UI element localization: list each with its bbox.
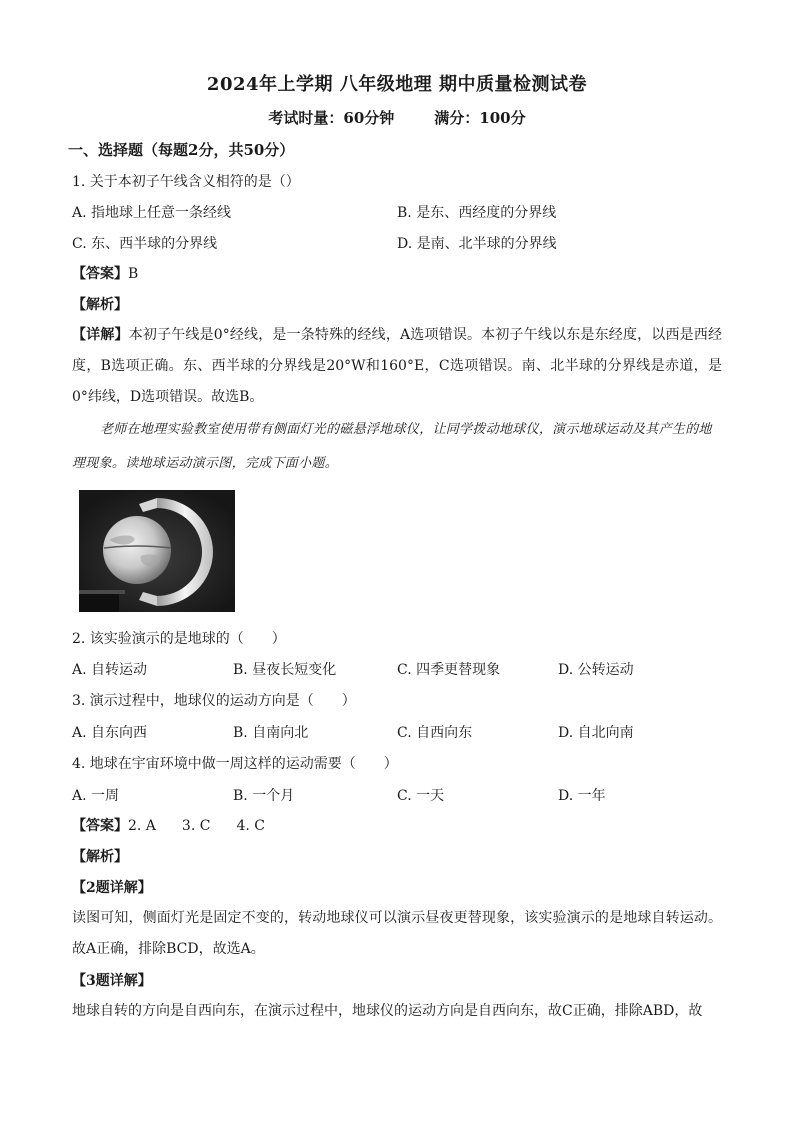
q4-stem: 4. 地球在宇宙环境中做一周这样的运动需要（ ） — [72, 756, 398, 772]
globe-demo-photo — [79, 490, 235, 612]
q4-option-a: A. 一周 — [72, 788, 120, 804]
q2-detail: 读图可知，侧面灯光是固定不变的，转动地球仪可以演示昼夜更替现象，该实验演示的是地球自转运动。故A正确，排除BCD，故选A。 — [72, 910, 722, 957]
group-intro: 老师在地理实验教室使用带有侧面灯光的磁悬浮地球仪，让同学拨动地球仪，演示地球运动及其产生的地理现象。读地球运动演示图，完成下面小题。 — [72, 422, 712, 471]
q1-option-d: D. 是南、北半球的分界线 — [397, 236, 557, 252]
q2-stem: 2. 该实验演示的是地球的（ ） — [72, 631, 286, 647]
answer-q2: 2. A — [128, 818, 156, 834]
answer-label: 【答案】 — [72, 266, 128, 282]
q4-option-b: B. 一个月 — [233, 788, 295, 804]
answer-value: B — [128, 266, 139, 282]
q4-option-c: C. 一天 — [397, 788, 445, 804]
detail-label: 【详解】 — [72, 327, 129, 343]
q3-detail: 地球自转的方向是自西向东，在演示过程中，地球仪的运动方向是自西向东，故C正确，排除ABD，故 — [72, 1003, 703, 1019]
q2-option-b: B. 昼夜长短变化 — [233, 662, 337, 678]
globe-illustration — [79, 490, 235, 612]
q1-answer — [72, 264, 138, 284]
q1-option-a: A. 指地球上任意一条经线 — [72, 205, 232, 221]
q1-option-c: C. 东、西半球的分界线 — [72, 236, 218, 252]
q2-detail-label: 【2题详解】 — [72, 880, 152, 896]
q3-option-a: A. 自东向西 — [72, 725, 148, 741]
exam-score: 满分：100分 — [434, 109, 526, 127]
detail-text: 本初子午线是0°经线，是一条特殊的经线，A选项错误。本初子午线以东是东经度，以西是西经度，B选项正确。东、西半球的分界线是20°W和160°E，C选项错误。南、北半球的分界线是赤道，是0°纬线，D选项错误。故选B。 — [72, 327, 723, 405]
q2-option-d: D. 公转运动 — [558, 662, 634, 678]
q1-stem: 1. 关于本初子午线含义相符的是（） — [72, 174, 300, 190]
q3-stem: 3. 演示过程中，地球仪的运动方向是（ ） — [72, 693, 356, 709]
q3-option-c: C. 自西向东 — [397, 725, 473, 741]
exam-time: 考试时量：60分钟 — [268, 109, 395, 127]
page-title: 2024年上学期 八年级地理 期中质量检测试卷 — [206, 74, 588, 95]
group-analysis-label: 【解析】 — [72, 849, 128, 865]
q2-option-a: A. 自转运动 — [72, 662, 148, 678]
q1-option-b: B. 是东、西经度的分界线 — [397, 205, 557, 221]
q2-option-c: C. 四季更替现象 — [397, 662, 501, 678]
group-answers — [72, 816, 265, 836]
answer-label: 【答案】 — [72, 818, 128, 834]
q1-analysis-label: 【解析】 — [72, 297, 128, 313]
answer-q3: 3. C — [181, 818, 211, 834]
q4-option-d: D. 一年 — [558, 788, 606, 804]
exam-info — [0, 107, 794, 128]
q3-option-b: B. 自南向北 — [233, 725, 309, 741]
q1-detail — [72, 320, 722, 413]
q3-option-d: D. 自北向南 — [558, 725, 634, 741]
answer-q4: 4. C — [236, 818, 265, 834]
section-heading: 一、选择题（每题2分，共50分） — [68, 141, 295, 159]
q3-detail-label: 【3题详解】 — [72, 973, 152, 989]
